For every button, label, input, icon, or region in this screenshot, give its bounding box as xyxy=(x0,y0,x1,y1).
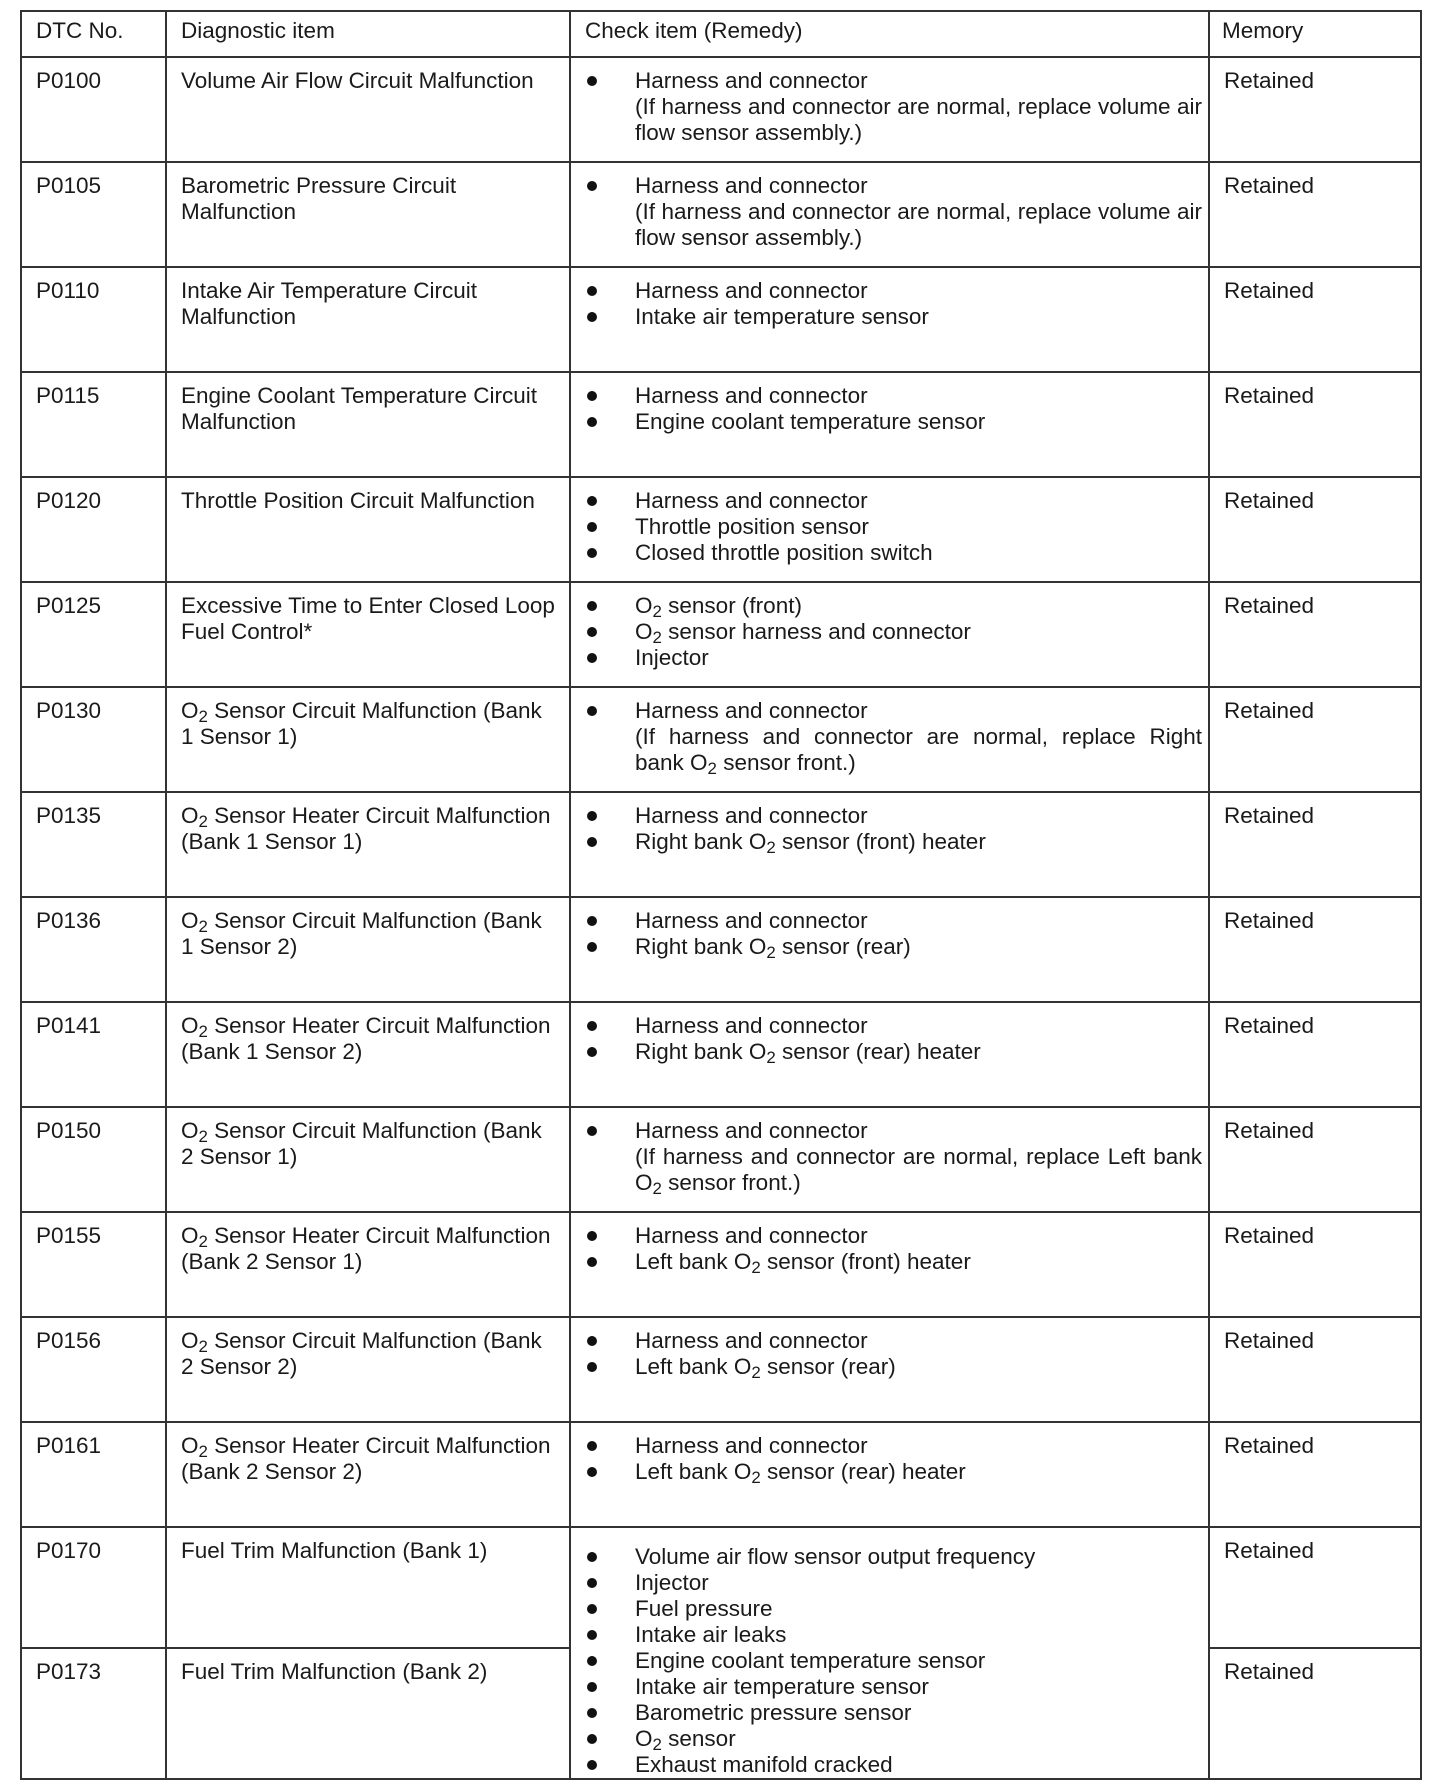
diagnostic-item: $O_2$ Sensor Circuit Malfunction (Bank 1 Sensor 1) xyxy=(166,687,570,792)
check-item-cell xyxy=(570,162,1209,267)
check-item: $O_2$ sensor xyxy=(583,1726,1202,1752)
diagnostic-item: Intake Air Temperature Circuit Malfunction xyxy=(166,267,570,372)
diagnostic-item: Barometric Pressure Circuit Malfunction xyxy=(166,162,570,267)
memory-value: Retained xyxy=(1209,1002,1421,1107)
dtc-code: P0100 xyxy=(21,57,166,162)
diagnostic-item: Excessive Time to Enter Closed Loop Fuel Control* xyxy=(166,582,570,687)
diagnostic-item: Volume Air Flow Circuit Malfunction xyxy=(166,57,570,162)
table-row xyxy=(21,1212,1421,1317)
table-row xyxy=(21,267,1421,372)
check-item: Harness and connector xyxy=(583,698,1202,724)
check-list xyxy=(583,1328,1202,1383)
diagnostic-item: Fuel Trim Malfunction (Bank 2) xyxy=(166,1648,570,1779)
table-row xyxy=(21,1527,1421,1648)
table-row xyxy=(21,582,1421,687)
dtc-code: P0170 xyxy=(21,1527,166,1648)
check-item: Barometric pressure sensor xyxy=(583,1700,1202,1726)
check-item: Injector xyxy=(583,1570,1202,1596)
check-item: Fuel pressure xyxy=(583,1596,1202,1622)
header-check-item: Check item (Remedy) xyxy=(570,11,1209,57)
check-item: Engine coolant temperature sensor xyxy=(583,1648,1202,1674)
check-list xyxy=(583,1118,1202,1144)
dtc-table xyxy=(20,10,1422,1780)
diagnostic-item: $O_2$ Sensor Heater Circuit Malfunction (Bank 2 Sensor 1) xyxy=(166,1212,570,1317)
table-row xyxy=(21,372,1421,477)
table-row xyxy=(21,1317,1421,1422)
dtc-code: P0110 xyxy=(21,267,166,372)
table-row xyxy=(21,897,1421,1002)
check-item-cell xyxy=(570,267,1209,372)
memory-value: Retained xyxy=(1209,372,1421,477)
check-item: Right bank $O_2$ sensor (rear) xyxy=(583,934,1202,960)
diagnostic-item: $O_2$ Sensor Circuit Malfunction (Bank 2 Sensor 1) xyxy=(166,1107,570,1212)
memory-value: Retained xyxy=(1209,1648,1421,1779)
check-item-cell xyxy=(570,372,1209,477)
check-item: Throttle position sensor xyxy=(583,514,1202,540)
dtc-code: P0105 xyxy=(21,162,166,267)
dtc-code: P0150 xyxy=(21,1107,166,1212)
dtc-code: P0141 xyxy=(21,1002,166,1107)
check-item-cell xyxy=(570,1212,1209,1317)
check-item: Harness and connector xyxy=(583,173,1202,199)
table-row xyxy=(21,477,1421,582)
memory-value: Retained xyxy=(1209,1527,1421,1648)
table-row xyxy=(21,1002,1421,1107)
memory-value: Retained xyxy=(1209,1317,1421,1422)
check-item: Harness and connector xyxy=(583,1118,1202,1144)
check-item: Closed throttle position switch xyxy=(583,540,1202,566)
check-item: Intake air temperature sensor xyxy=(583,304,1202,330)
memory-value: Retained xyxy=(1209,582,1421,687)
check-list xyxy=(583,68,1202,94)
check-item: Intake air leaks xyxy=(583,1622,1202,1648)
memory-value: Retained xyxy=(1209,477,1421,582)
memory-value: Retained xyxy=(1209,687,1421,792)
diagnostic-item: $O_2$ Sensor Circuit Malfunction (Bank 2 Sensor 2) xyxy=(166,1317,570,1422)
check-item-cell xyxy=(570,792,1209,897)
check-item: Harness and connector xyxy=(583,488,1202,514)
check-item-cell xyxy=(570,1002,1209,1107)
check-list xyxy=(583,1013,1202,1068)
check-item: Intake air temperature sensor xyxy=(583,1674,1202,1700)
check-item-cell xyxy=(570,897,1209,1002)
check-item-cell xyxy=(570,1317,1209,1422)
check-item: Left bank $O_2$ sensor (rear) xyxy=(583,1354,1202,1380)
check-list xyxy=(583,278,1202,330)
check-item: Right bank $O_2$ sensor (rear) heater xyxy=(583,1039,1202,1065)
memory-value: Retained xyxy=(1209,162,1421,267)
check-item: Harness and connector xyxy=(583,1223,1202,1249)
check-list xyxy=(583,1544,1202,1778)
remedy-note: (If harness and connector are normal, replace volume air flow sensor assembly.) xyxy=(635,94,1202,145)
check-item: Right bank $O_2$ sensor (front) heater xyxy=(583,829,1202,855)
dtc-code: P0136 xyxy=(21,897,166,1002)
check-item-cell xyxy=(570,477,1209,582)
diagnostic-item: Engine Coolant Temperature Circuit Malfunction xyxy=(166,372,570,477)
remedy-note: (If harness and connector are normal, replace Right bank $O_2$ sensor front.) xyxy=(635,724,1202,779)
diagnostic-item: $O_2$ Sensor Circuit Malfunction (Bank 1 Sensor 2) xyxy=(166,897,570,1002)
table-row xyxy=(21,162,1421,267)
header-diagnostic-item: Diagnostic item xyxy=(166,11,570,57)
check-item: Volume air flow sensor output frequency xyxy=(583,1544,1202,1570)
dtc-code: P0173 xyxy=(21,1648,166,1779)
check-item: Harness and connector xyxy=(583,68,1202,94)
check-item: Injector xyxy=(583,645,1202,671)
dtc-code: P0156 xyxy=(21,1317,166,1422)
check-item: Exhaust manifold cracked xyxy=(583,1752,1202,1778)
check-item: Harness and connector xyxy=(583,908,1202,934)
check-item: Engine coolant temperature sensor xyxy=(583,409,1202,435)
dtc-code: P0125 xyxy=(21,582,166,687)
header-dtc-no: DTC No. xyxy=(21,11,166,57)
memory-value: Retained xyxy=(1209,1422,1421,1527)
check-item-cell xyxy=(570,1527,1209,1779)
memory-value: Retained xyxy=(1209,792,1421,897)
check-list xyxy=(583,698,1202,724)
check-list xyxy=(583,593,1202,671)
check-item-cell xyxy=(570,1107,1209,1212)
check-item: Harness and connector xyxy=(583,278,1202,304)
header-row xyxy=(21,11,1421,57)
table-row xyxy=(21,687,1421,792)
dtc-code: P0130 xyxy=(21,687,166,792)
check-item: $O_2$ sensor harness and connector xyxy=(583,619,1202,645)
dtc-code: P0115 xyxy=(21,372,166,477)
memory-value: Retained xyxy=(1209,1107,1421,1212)
check-item: Harness and connector xyxy=(583,1433,1202,1459)
check-list xyxy=(583,488,1202,566)
dtc-code: P0135 xyxy=(21,792,166,897)
check-item: Harness and connector xyxy=(583,1328,1202,1354)
check-list xyxy=(583,1433,1202,1488)
header-memory: Memory xyxy=(1209,11,1421,57)
check-list xyxy=(583,383,1202,435)
check-item: Left bank $O_2$ sensor (front) heater xyxy=(583,1249,1202,1275)
check-list xyxy=(583,908,1202,963)
memory-value: Retained xyxy=(1209,897,1421,1002)
check-item-cell xyxy=(570,582,1209,687)
check-list xyxy=(583,803,1202,858)
table-row xyxy=(21,57,1421,162)
check-list xyxy=(583,1223,1202,1278)
memory-value: Retained xyxy=(1209,57,1421,162)
memory-value: Retained xyxy=(1209,267,1421,372)
dtc-code: P0120 xyxy=(21,477,166,582)
check-item-cell xyxy=(570,57,1209,162)
table-row xyxy=(21,1422,1421,1527)
diagnostic-item: Fuel Trim Malfunction (Bank 1) xyxy=(166,1527,570,1648)
check-item: $O_2$ sensor (front) xyxy=(583,593,1202,619)
dtc-table-body xyxy=(21,57,1421,1779)
dtc-table-page xyxy=(20,10,1420,1780)
check-item: Harness and connector xyxy=(583,383,1202,409)
table-row xyxy=(21,792,1421,897)
diagnostic-item: Throttle Position Circuit Malfunction xyxy=(166,477,570,582)
diagnostic-item: $O_2$ Sensor Heater Circuit Malfunction (Bank 1 Sensor 1) xyxy=(166,792,570,897)
dtc-code: P0161 xyxy=(21,1422,166,1527)
dtc-code: P0155 xyxy=(21,1212,166,1317)
memory-value: Retained xyxy=(1209,1212,1421,1317)
check-item-cell xyxy=(570,687,1209,792)
remedy-note: (If harness and connector are normal, replace Left bank $O_2$ sensor front.) xyxy=(635,1144,1202,1199)
check-list xyxy=(583,173,1202,199)
diagnostic-item: $O_2$ Sensor Heater Circuit Malfunction (Bank 2 Sensor 2) xyxy=(166,1422,570,1527)
check-item: Harness and connector xyxy=(583,1013,1202,1039)
check-item: Harness and connector xyxy=(583,803,1202,829)
check-item-cell xyxy=(570,1422,1209,1527)
remedy-note: (If harness and connector are normal, replace volume air flow sensor assembly.) xyxy=(635,199,1202,250)
diagnostic-item: $O_2$ Sensor Heater Circuit Malfunction (Bank 1 Sensor 2) xyxy=(166,1002,570,1107)
table-row xyxy=(21,1107,1421,1212)
check-item: Left bank $O_2$ sensor (rear) heater xyxy=(583,1459,1202,1485)
